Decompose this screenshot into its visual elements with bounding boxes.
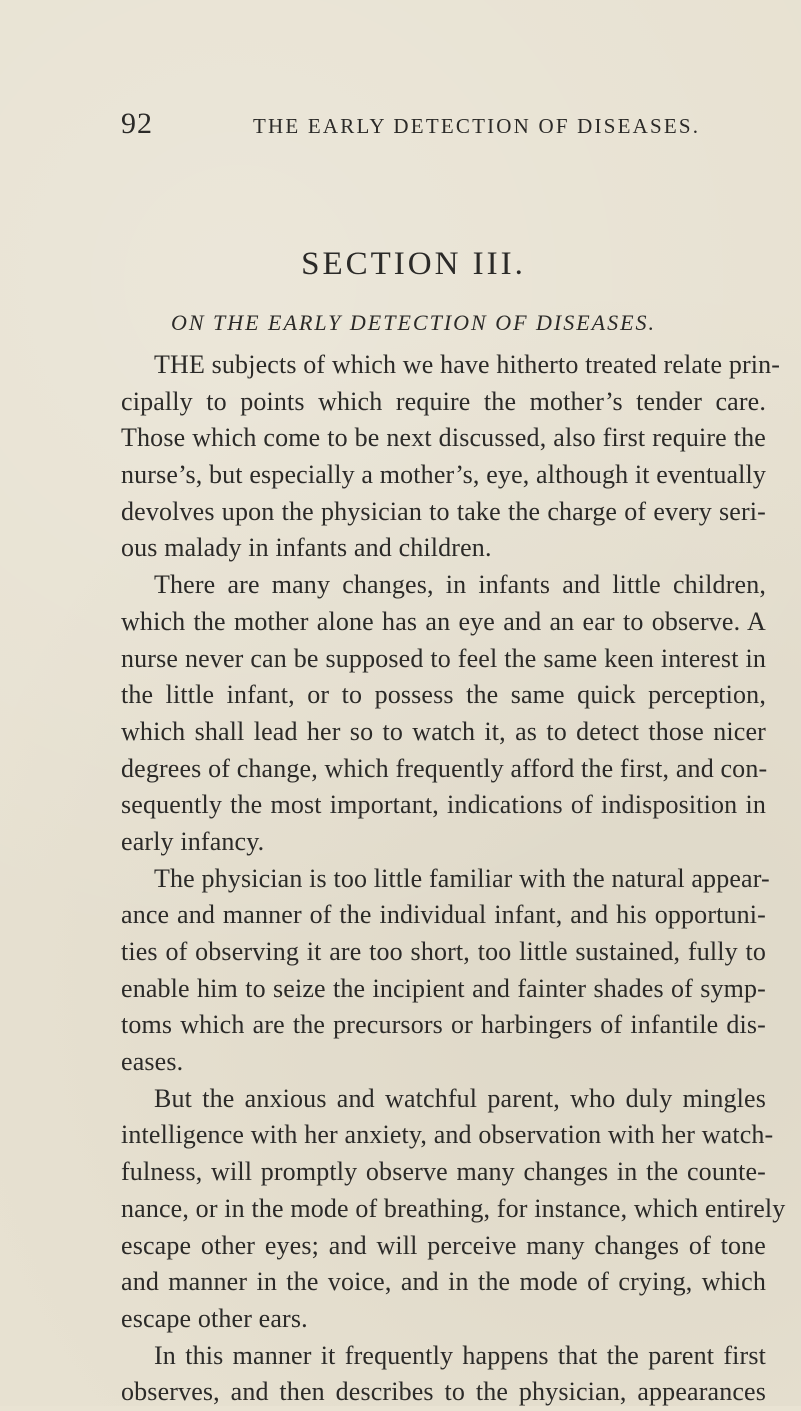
paragraph	[121, 1338, 766, 1411]
text-line: In this manner it frequently happens that the parent first	[154, 1340, 766, 1370]
text-line: degrees of change, which frequently afford the first, and con-	[121, 753, 768, 783]
text-line: and manner in the voice, and in the mode of crying, which	[121, 1267, 766, 1297]
text-line: ous malady in infants and children.	[121, 533, 492, 563]
text-line: the little infant, or to possess the same quick perception,	[121, 680, 766, 710]
section-heading: SECTION III.	[301, 246, 526, 282]
text-line: which shall lead her so to watch it, as to detect those nicer	[121, 716, 766, 746]
text-line: cipally to points which require the mother’s tender care.	[121, 386, 766, 416]
text-line: escape other eyes; and will perceive many changes of tone	[121, 1230, 766, 1260]
running-head	[121, 106, 721, 142]
text-line: The physician is too little familiar with the natural appear-	[154, 863, 770, 893]
text-line: But the anxious and watchful parent, who duly mingles	[154, 1083, 766, 1113]
text-line: ties of observing it are too short, too little sustained, fully to	[121, 937, 766, 966]
text-line: nance, or in the mode of breathing, for instance, which entirely	[121, 1193, 786, 1223]
text-line: ance and manner of the individual infant, and his opportuni-	[121, 900, 766, 930]
running-title: THE EARLY DETECTION OF DISEASES.	[253, 114, 701, 138]
text-line: intelligence with her anxiety, and observation with her watch-	[121, 1120, 774, 1150]
text-line: nurse never can be supposed to feel the same keen interest in	[121, 643, 766, 673]
text-line: There are many changes, in infants and little children,	[154, 570, 766, 600]
text-line: THE subjects of which we have hitherto treated relate prin-	[154, 350, 781, 379]
text-line: nurse’s, but especially a mother’s, eye, although it eventually	[121, 460, 767, 490]
text-line: devolves upon the physician to take the charge of every seri-	[121, 496, 766, 526]
page-number: 92	[121, 107, 153, 140]
paragraph	[121, 347, 781, 567]
text-line: toms which are the precursors or harbingers of infantile dis-	[121, 1010, 766, 1040]
section-subtitle: ON THE EARLY DETECTION OF DISEASES.	[170, 310, 657, 335]
text-line: enable him to seize the incipient and fainter shades of symp-	[121, 973, 766, 1003]
text-line: early infancy.	[121, 826, 265, 856]
text-line: Those which come to be next discussed, also first require the	[121, 423, 766, 453]
text-line: fulness, will promptly observe many changes in the counte-	[121, 1157, 766, 1187]
paragraph	[121, 861, 770, 1081]
body-text	[121, 347, 786, 1411]
text-line: eases.	[121, 1047, 184, 1077]
paragraph	[121, 1081, 786, 1338]
text-line: sequently the most important, indications of indisposition in	[121, 790, 766, 820]
text-line: which the mother alone has an eye and an ear to observe. A	[121, 606, 766, 636]
paragraph	[121, 567, 766, 861]
text-line: escape other ears.	[121, 1303, 308, 1333]
text-line: observes, and then describes to the physician, appearances	[121, 1377, 766, 1407]
